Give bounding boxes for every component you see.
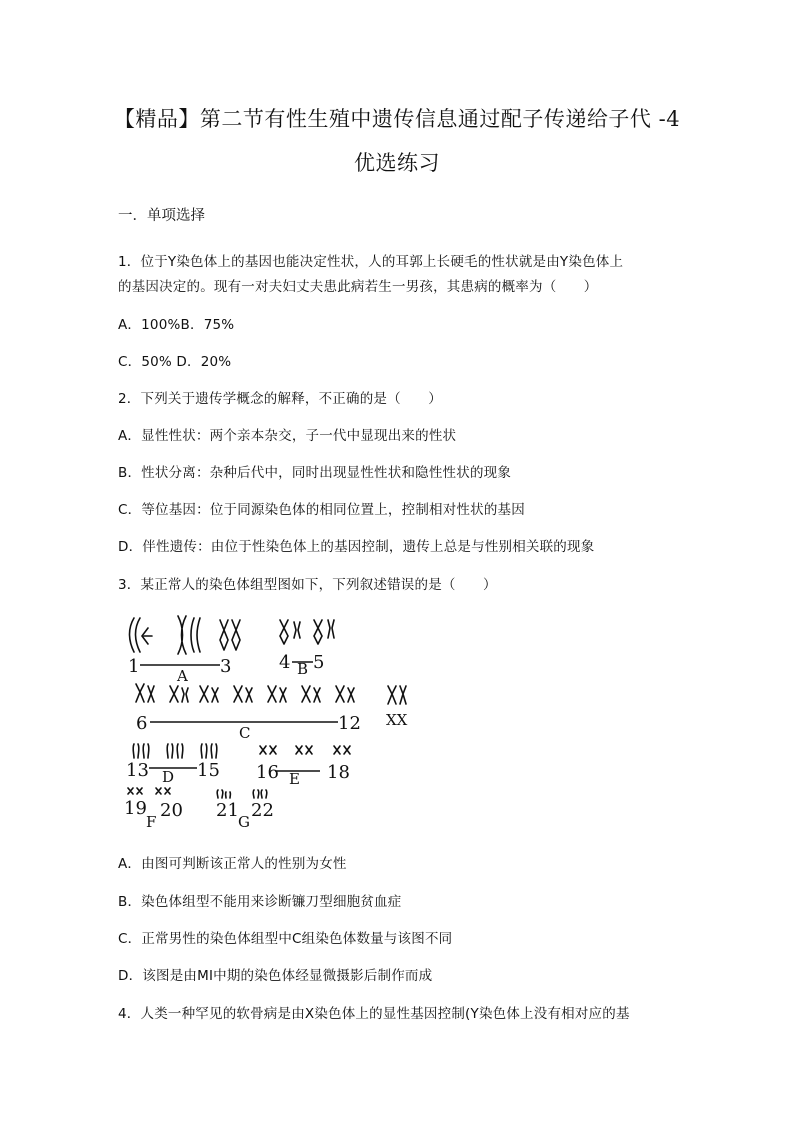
question-2-option-d: D．伴性遗传：由位于性染色体上的基因控制，遗传上总是与性别相关联的现象 — [118, 539, 595, 555]
karyotype-figure — [120, 606, 420, 836]
chromosome-number: 12 — [338, 713, 361, 734]
question-3-option-b: B．染色体组型不能用来诊断镰刀型细胞贫血症 — [118, 894, 402, 910]
chromosome-number: 22 — [251, 800, 274, 821]
question-1-stem: 1．位于Y染色体上的基因也能决定性状，人的耳郭上长硬毛的性状就是由Y染色体上 — [118, 254, 624, 270]
question-3-option-c: C．正常男性的染色体组型中C组染色体数量与该图不同 — [118, 931, 453, 947]
question-1-options-ab: A．100%B．75% — [118, 317, 235, 333]
chromosome-number: 1 — [128, 656, 140, 677]
question-2-stem: 2．下列关于遗传学概念的解释，不正确的是（ ） — [118, 391, 442, 407]
group-divider-lines — [140, 662, 338, 771]
chromosome-number: 6 — [136, 713, 148, 734]
question-4-stem: 4．人类一种罕见的软骨病是由X染色体上的显性基因控制(Y染色体上没有相对应的基 — [118, 1006, 630, 1022]
question-3-option-a: A．由图可判断该正常人的性别为女性 — [118, 856, 347, 872]
chromosome-number: 16 — [256, 762, 279, 783]
chromosome-number: 13 — [126, 760, 149, 781]
group-letter: B — [297, 660, 309, 678]
question-2-option-b: B．性状分离：杂种后代中，同时出现显性性状和隐性性状的现象 — [118, 465, 512, 481]
group-letter: D — [162, 768, 175, 786]
question-1-options-cd: C．50% D．20% — [118, 354, 232, 370]
document-title: 【精品】第二节有性生殖中遗传信息通过配子传递给子代 -4 — [113, 107, 681, 131]
chromosome-number: 18 — [327, 762, 350, 783]
group-letter: C — [239, 724, 251, 742]
chromosome-number: 19 — [124, 798, 147, 819]
chromosome-number: 20 — [160, 800, 183, 821]
chromosome-number: 4 — [279, 652, 291, 673]
question-2-option-c: C．等位基因：位于同源染色体的相同位置上，控制相对性状的基因 — [118, 502, 525, 518]
chromosome-number: 15 — [197, 760, 220, 781]
question-1-stem-continued: 的基因决定的。现有一对夫妇丈夫患此病若生一男孩，其患病的概率为（ ） — [118, 279, 598, 295]
group-letter: G — [238, 813, 250, 831]
question-2-option-a: A．显性性状：两个亲本杂交，子一代中显现出来的性状 — [118, 428, 457, 444]
sex-chromosome-label: XX — [386, 711, 408, 729]
chromosome-number: 21 — [216, 800, 239, 821]
document-title-continued: 优选练习 — [354, 151, 440, 175]
group-letter: E — [289, 770, 300, 788]
group-letters — [146, 660, 408, 831]
group-letter: F — [146, 813, 157, 831]
chromosome-number: 3 — [220, 656, 232, 677]
chromosome-number: 5 — [313, 652, 325, 673]
section-heading: 一．单项选择 — [118, 208, 205, 224]
question-3-option-d: D．该图是由MⅠ中期的染色体经显微摄影后制作而成 — [118, 968, 433, 984]
question-3-stem: 3．某正常人的染色体组型图如下，下列叙述错误的是（ ） — [118, 577, 497, 593]
group-letter: A — [177, 667, 188, 685]
